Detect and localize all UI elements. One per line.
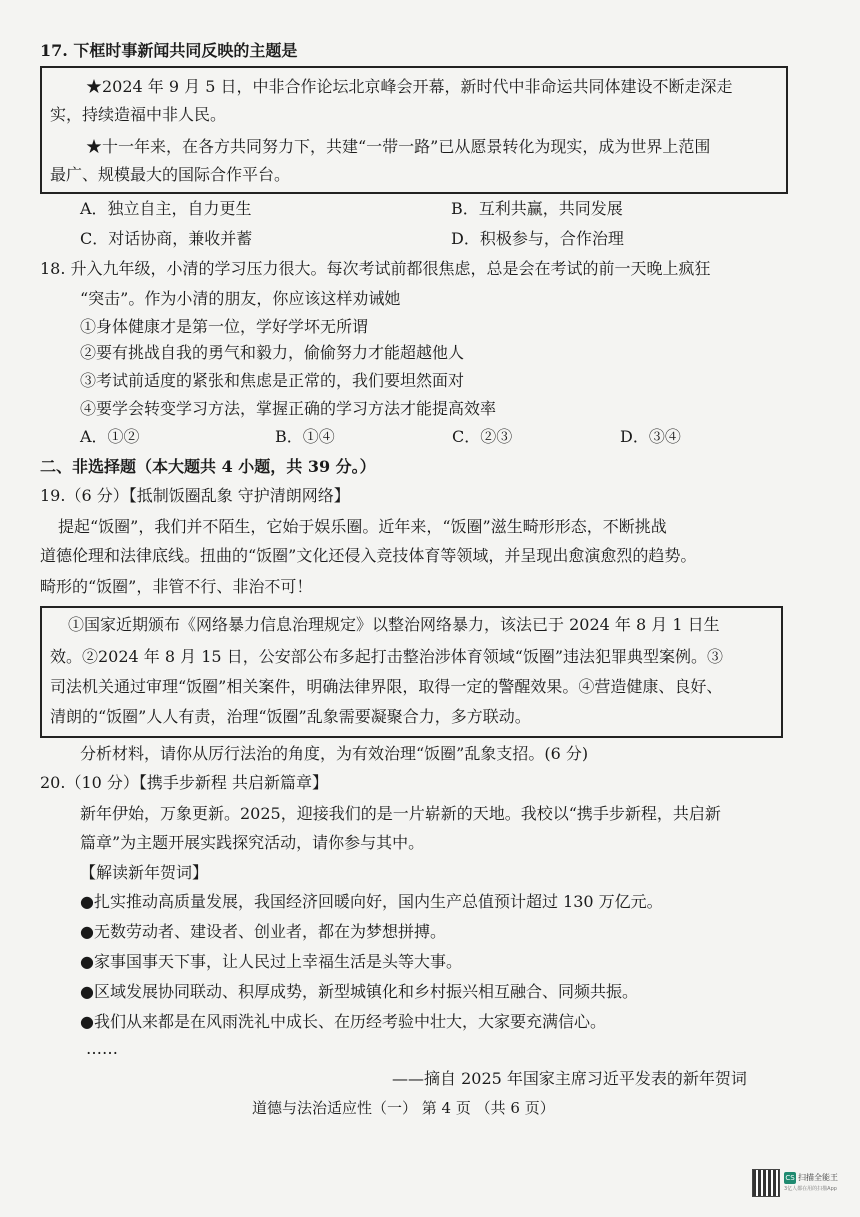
q18-item-3: ③考试前适度的紧张和焦虑是正常的，我们要坦然面对: [80, 371, 465, 390]
q17-option-b: B．互利共赢，共同发展: [451, 199, 623, 218]
q20-bullet-4: ●区域发展协同联动、积厚成势，新型城镇化和乡村振兴相互融合、同频共振。: [80, 982, 638, 1001]
q18-item-2: ②要有挑战自我的勇气和毅力，偷偷努力才能超越他人: [80, 343, 465, 362]
section-2-heading: 二、非选择题（本大题共 4 小题，共 39 分。）: [40, 457, 376, 476]
scanner-name: 扫描全能王: [798, 1173, 838, 1182]
q17-box-line-2: 实，持续造福中非人民。: [50, 105, 227, 124]
q17-news-box: [40, 66, 788, 194]
q18-option-b: B．①④: [275, 427, 335, 446]
page-footer: 道德与法治适应性（一） 第 4 页 （共 6 页）: [252, 1099, 555, 1117]
q18-option-d: D．③④: [620, 427, 681, 446]
q20-intro-1: 新年伊始，万象更新。2025，迎接我们的是一片崭新的天地。我校以“携手步新程，共启新: [80, 804, 721, 823]
q20-title: 20.（10 分）【携手步新程 共启新篇章】: [40, 773, 328, 792]
q18-item-4: ④要学会转变学习方法，掌握正确的学习方法才能提高效率: [80, 399, 497, 418]
q19-box-line-4: 清朗的“饭圈”人人有责，治理“饭圈”乱象需要凝聚合力，多方联动。: [50, 707, 531, 726]
scanner-subtitle: 3亿人都在用的扫描App: [784, 1185, 837, 1192]
q18-stem-line-1: 18. 升入九年级，小清的学习压力很大。每次考试前都很焦虑，总是会在考试的前一天晚上疯狂: [40, 259, 711, 278]
q18-option-c: C．②③: [452, 427, 513, 446]
q18-stem-line-2: “突击”。作为小清的朋友，你应该这样劝诫她: [80, 289, 401, 308]
qr-code-icon: [752, 1169, 780, 1197]
q19-question: 分析材料，请你从厉行法治的角度，为有效治理“饭圈”乱象支招。(6 分): [80, 744, 589, 763]
q17-box-line-3: ★十一年来，在各方共同努力下，共建“一带一路”已从愿景转化为现实，成为世界上范围: [86, 137, 711, 156]
q19-intro-2: 道德伦理和法律底线。扭曲的“饭圈”文化还侵入竞技体育等领域，并呈现出愈演愈烈的趋势。: [40, 546, 697, 565]
q19-material-box: [40, 606, 783, 738]
q20-source: ——摘自 2025 年国家主席习近平发表的新年贺词: [392, 1069, 747, 1088]
q17-option-a: A．独立自主，自力更生: [80, 199, 252, 218]
q17-box-line-1: ★2024 年 9 月 5 日，中非合作论坛北京峰会开幕，新时代中非命运共同体建设不断走深走: [86, 77, 733, 96]
q18-option-a: A．①②: [80, 427, 140, 446]
q19-intro-3: 畸形的“饭圈”，非管不行、非治不可！: [40, 577, 313, 596]
q19-intro-1: 提起“饭圈”，我们并不陌生，它始于娱乐圈。近年来，“饭圈”滋生畸形形态，不断挑战: [58, 517, 667, 536]
q17-box-line-4: 最广、规模最大的国际合作平台。: [50, 165, 291, 184]
q17-option-c: C．对话协商，兼收并蓄: [80, 229, 253, 248]
q17-option-d: D．积极参与，合作治理: [451, 229, 624, 248]
q19-box-line-3: 司法机关通过审理“饭圈”相关案件，明确法律界限，取得一定的警醒效果。④营造健康、良好、: [50, 677, 723, 696]
q19-box-line-2: 效。②2024 年 8 月 15 日，公安部公布多起打击整治涉体育领域“饭圈”违法犯罪典型案例。③: [50, 647, 724, 666]
q19-title: 19.（6 分）【抵制饭圈乱象 守护清朗网络】: [40, 486, 350, 505]
q20-bullet-1: ●扎实推动高质量发展，我国经济回暖向好，国内生产总值预计超过 130 万亿元。: [80, 892, 663, 911]
q17-stem: 17. 下框时事新闻共同反映的主题是: [40, 41, 298, 60]
scanner-watermark: [752, 1166, 844, 1200]
q20-bullet-5: ●我们从来都是在风雨洗礼中成长、在历经考验中壮大，大家要充满信心。: [80, 1012, 606, 1031]
q20-bullet-2: ●无数劳动者、建设者、创业者，都在为梦想拼搏。: [80, 922, 446, 941]
q19-box-line-1: ①国家近期颁布《网络暴力信息治理规定》以整治网络暴力，该法已于 2024 年 8 月 1 日生: [68, 615, 720, 634]
q18-item-1: ①身体健康才是第一位，学好学坏无所谓: [80, 317, 369, 336]
camscanner-logo-icon: CS: [785, 1173, 795, 1182]
q20-subheading: 【解读新年贺词】: [80, 863, 209, 882]
q20-intro-2: 篇章”为主题开展实践探究活动，请你参与其中。: [80, 833, 425, 852]
q20-bullet-3: ●家事国事天下事，让人民过上幸福生活是头等大事。: [80, 952, 462, 971]
q20-ellipsis: ……: [86, 1039, 118, 1058]
